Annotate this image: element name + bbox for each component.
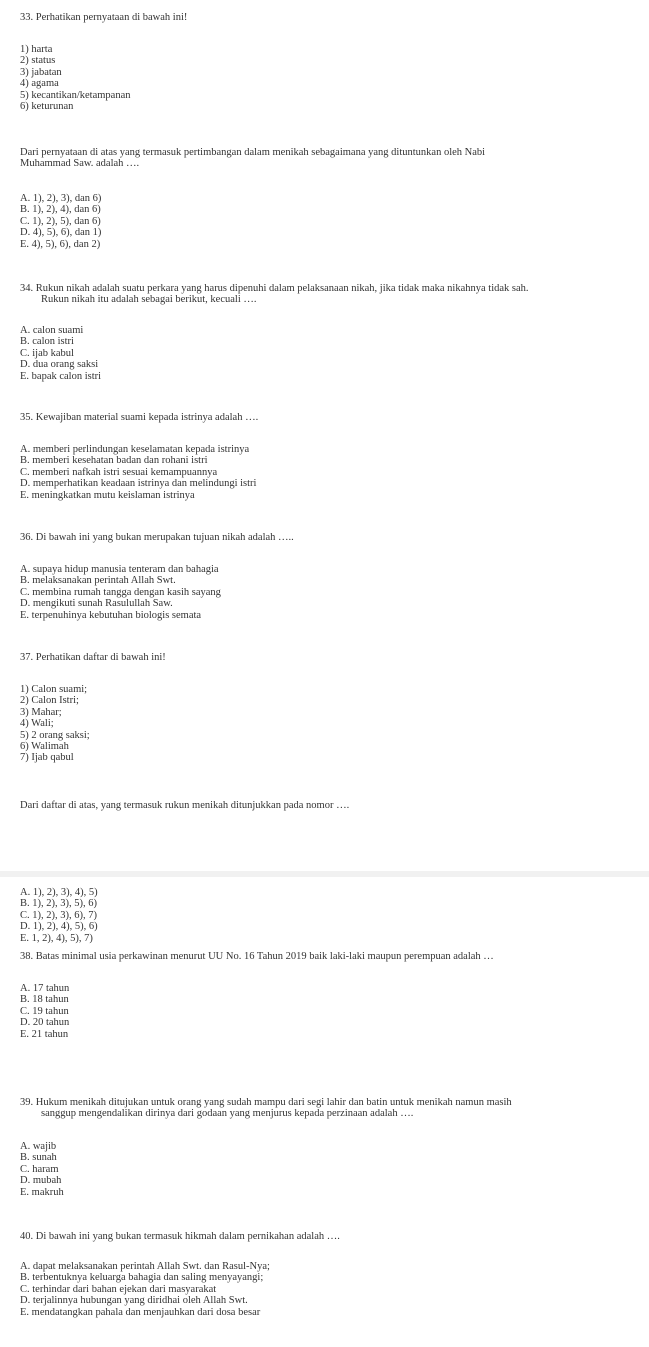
q33-option-a: A. 1), 2), 3), dan 6) — [20, 193, 102, 204]
q40-option-c: C. terhindar dari bahan ejekan dari masyarakat — [20, 1283, 217, 1295]
q39-option-a: A. wajib — [20, 1141, 57, 1152]
q35-option-c: C. memberi nafkah istri sesuai kemampuannya — [20, 466, 218, 478]
q37-prompt — [20, 800, 641, 811]
q35-question-text: 35. Kewajiban material suami kepada istrinya adalah …. — [20, 412, 259, 423]
q36-option-b: B. melaksanakan perintah Allah Swt. — [20, 575, 176, 587]
q40-option-e: E. mendatangkan pahala dan menjauhkan dari dosa besar — [20, 1306, 261, 1318]
q33-statement: 3) jabatan — [20, 66, 62, 78]
q37-question — [20, 652, 641, 663]
q37-statement: 2) Calon Istri; — [20, 695, 79, 707]
q37-question-text: 37. Perhatikan daftar di bawah ini! — [20, 652, 166, 663]
q36-question-text: 36. Di bawah ini yang bukan merupakan tujuan nikah adalah ….. — [20, 532, 294, 543]
q37-statement: 4) Wali; — [20, 718, 54, 730]
q33-question-text: 33. Perhatikan pernyataan di bawah ini! — [20, 12, 188, 23]
q36-option-c: C. membina rumah tangga dengan kasih sayang — [20, 586, 221, 598]
q40-options — [20, 1261, 641, 1318]
q35-option-e: E. meningkatkan mutu keislaman istrinya — [20, 489, 195, 501]
q34-option-b: B. calon istri — [20, 336, 74, 348]
q39-option-c: C. haram — [20, 1163, 59, 1175]
q34-option-d: D. dua orang saksi — [20, 359, 99, 371]
q35-option-d: D. memperhatikan keadaan istrinya dan melindungi istri — [20, 478, 257, 490]
q33-statement: 1) harta — [20, 44, 53, 55]
q38-option-a: A. 17 tahun — [20, 983, 70, 994]
q40-option-d: D. terjalinnya hubungan yang diridhai oleh Allah Swt. — [20, 1295, 248, 1307]
q38-option-b: B. 18 tahun — [20, 994, 69, 1006]
q33-question — [20, 12, 641, 23]
q39-question-line: sanggup mengendalikan dirinya dari godaan yang menjurus kepada perzinaan adalah …. — [41, 1108, 414, 1120]
section-divider — [0, 871, 649, 877]
q36-options — [20, 564, 641, 621]
q37-prompt-text: Dari daftar di atas, yang termasuk rukun menikah ditunjukkan pada nomor …. — [20, 800, 350, 811]
q38-question-text: 38. Batas minimal usia perkawinan menurut UU No. 16 Tahun 2019 baik laki-laki maupun perempuan adalah … — [20, 951, 494, 962]
q35-option-b: B. memberi kesehatan badan dan rohani istri — [20, 455, 208, 467]
q33-statement: 6) keturunan — [20, 101, 74, 113]
q37-statements — [20, 684, 641, 764]
q37-options — [20, 887, 641, 944]
q37-option-d: D. 1), 2), 4), 5), 6) — [20, 921, 98, 933]
q33-statements — [20, 44, 641, 112]
q39-options — [20, 1141, 641, 1198]
q40-option-a: A. dapat melaksanakan perintah Allah Swt. dan Rasul-Nya; — [20, 1261, 270, 1272]
q38-question — [20, 951, 641, 962]
q39-option-b: B. sunah — [20, 1152, 57, 1164]
q39-question — [20, 1097, 641, 1120]
q33-prompt-line: Dari pernyataan di atas yang termasuk pertimbangan dalam menikah sebagaimana yang dituntunkan oleh Nabi — [20, 147, 486, 158]
q36-option-a: A. supaya hidup manusia tenteram dan bahagia — [20, 564, 219, 575]
q34-question-line: 34. Rukun nikah adalah suatu perkara yang harus dipenuhi dalam pelaksanaan nikah, jika tidak maka nikahnya tidak sah. — [20, 283, 529, 294]
q33-option-d: D. 4), 5), 6), dan 1) — [20, 227, 102, 239]
q33-statement: 2) status — [20, 55, 56, 67]
q40-question — [20, 1231, 641, 1242]
q37-statement: 1) Calon suami; — [20, 684, 88, 695]
q36-option-d: D. mengikuti sunah Rasulullah Saw. — [20, 598, 173, 610]
q34-option-a: A. calon suami — [20, 325, 84, 336]
q34-option-e: E. bapak calon istri — [20, 370, 102, 382]
q38-option-d: D. 20 tahun — [20, 1017, 70, 1029]
q39-option-e: E. makruh — [20, 1186, 64, 1198]
q34-question-line: Rukun nikah itu adalah sebagai berikut, kecuali …. — [41, 294, 257, 306]
q33-options — [20, 193, 641, 250]
q37-option-c: C. 1), 2), 3), 6), 7) — [20, 909, 97, 921]
q40-question-text: 40. Di bawah ini yang bukan termasuk hikmah dalam pernikahan adalah …. — [20, 1231, 340, 1242]
q37-statement: 6) Walimah — [20, 741, 69, 753]
q37-option-e: E. 1, 2), 4), 5), 7) — [20, 932, 93, 944]
q33-statement: 4) agama — [20, 78, 59, 90]
q33-option-e: E. 4), 5), 6), dan 2) — [20, 238, 101, 250]
q34-option-c: C. ijab kabul — [20, 347, 74, 359]
q35-option-a: A. memberi perlindungan keselamatan kepada istrinya — [20, 444, 250, 455]
q36-question — [20, 532, 641, 543]
q36-option-e: E. terpenuhinya kebutuhan biologis semata — [20, 609, 202, 621]
q34-options — [20, 325, 641, 382]
q38-option-c: C. 19 tahun — [20, 1005, 69, 1017]
q37-statement: 5) 2 orang saksi; — [20, 729, 90, 741]
q33-prompt — [20, 147, 641, 170]
q40-option-b: B. terbentuknya keluarga bahagia dan saling menyayangi; — [20, 1272, 264, 1284]
q37-option-a: A. 1), 2), 3), 4), 5) — [20, 887, 98, 898]
q33-option-b: B. 1), 2), 4), dan 6) — [20, 204, 101, 216]
q39-option-d: D. mubah — [20, 1175, 62, 1187]
q35-question — [20, 412, 641, 423]
q33-option-c: C. 1), 2), 5), dan 6) — [20, 215, 101, 227]
q34-question — [20, 283, 641, 306]
q39-question-line: 39. Hukum menikah ditujukan untuk orang yang sudah mampu dari segi lahir dan batin untuk menikah namun masih — [20, 1097, 512, 1108]
q33-prompt-line: Muhammad Saw. adalah …. — [20, 158, 140, 170]
q37-option-b: B. 1), 2), 3), 5), 6) — [20, 898, 97, 910]
q37-statement: 7) Ijab qabul — [20, 752, 74, 764]
q33-statement: 5) kecantikan/ketampanan — [20, 89, 131, 101]
q38-option-e: E. 21 tahun — [20, 1028, 69, 1040]
q37-statement: 3) Mahar; — [20, 706, 62, 718]
q35-options — [20, 444, 641, 501]
q38-options — [20, 983, 641, 1040]
